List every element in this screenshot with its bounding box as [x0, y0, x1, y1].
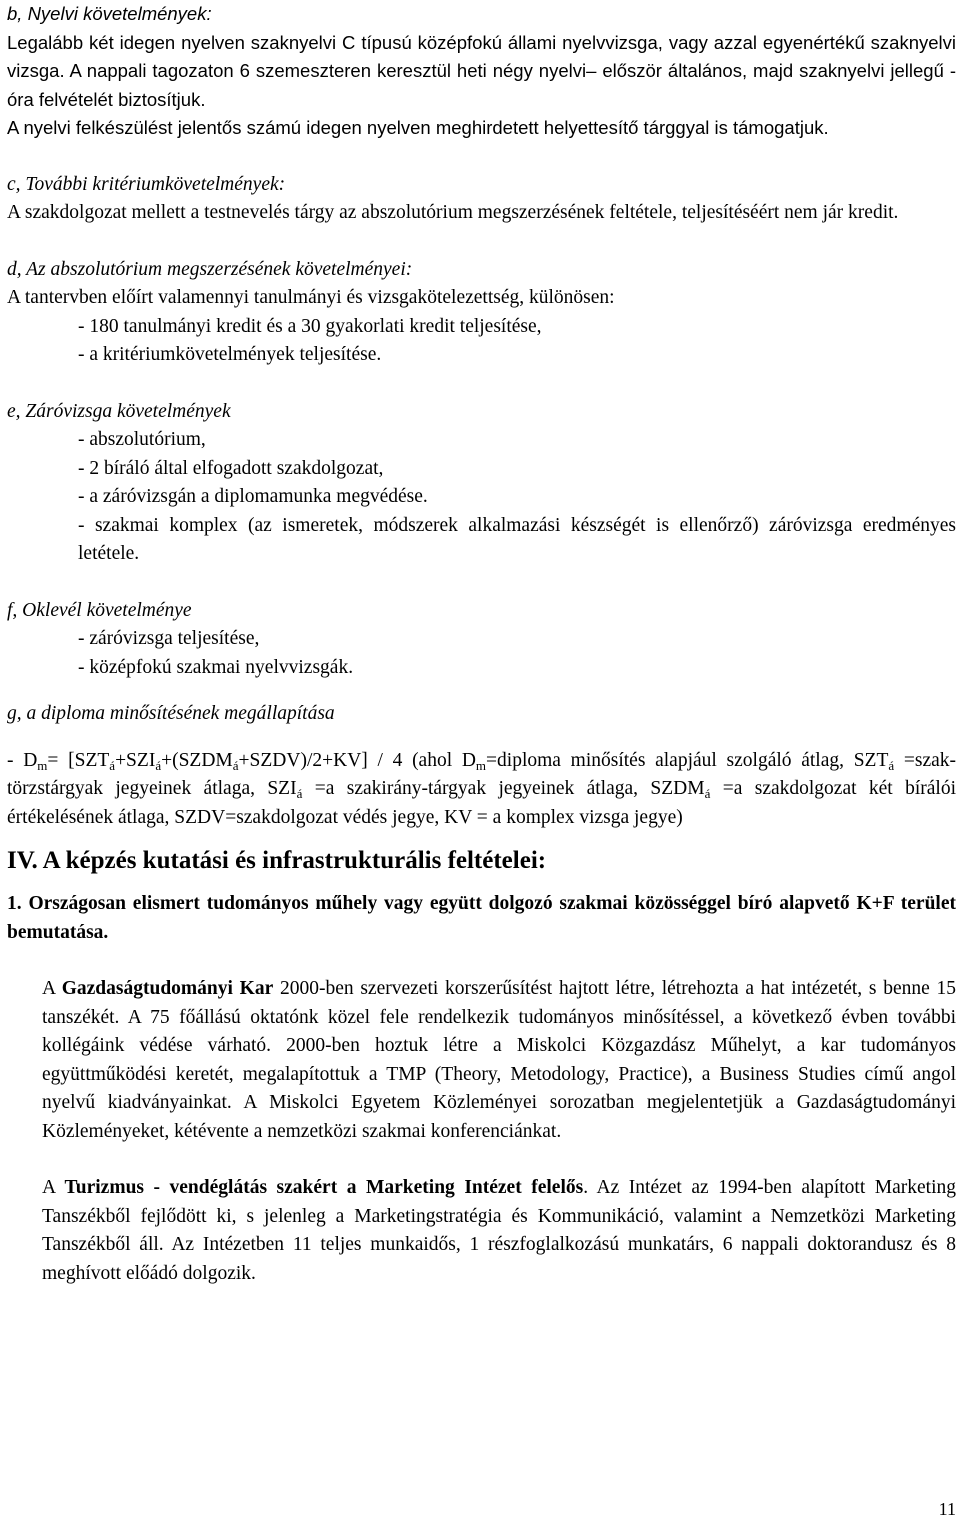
- section-b-text-2: A nyelvi felkészülést jelentős számú idegen nyelven meghirdetett helyettesítő tárggyal is támogatjuk.: [7, 117, 829, 138]
- page-number: 11: [938, 1499, 956, 1519]
- section-e-item-1: - abszolutórium,: [78, 429, 206, 450]
- formula-sub: á: [296, 786, 303, 801]
- formula-part: =a szakdolgozat két bírálói értékelésének átlaga, SZDV=szakdolgozat védés jegye, KV = a komplex vizsga jegye): [7, 778, 956, 828]
- section-d-heading: d, Az abszolutórium megszerzésének követelményei:: [7, 258, 413, 280]
- section-e-heading: e, Záróvizsga követelmények: [7, 400, 231, 422]
- formula-sub: á: [109, 757, 116, 773]
- formula-part: +SZDV)/2+KV] / 4: [238, 749, 413, 771]
- section-iv-heading: IV. A képzés kutatási és infrastrukturális feltételei:: [7, 847, 547, 874]
- section-b-text-1: Legalább két idegen nyelven szaknyelvi C típusú középfokú állami nyelvvizsga, vagy azzal egyenértékű szaknyelvi vizsga. A nappali tagozaton 6 szemeszteren keresztül heti négy nyelvi– először általános, majd szaknyelvi jellegű - óra felvételét biztosítjuk.: [7, 31, 956, 110]
- section-d-intro: A tantervben előírt valamennyi tanulmányi és vizsgakötelezettség, különösen:: [7, 287, 615, 308]
- responsible-institute: Turizmus - vendéglátás szakért a Marketing Intézet felelős: [64, 1177, 584, 1198]
- section-f-heading: f, Oklevél követelménye: [7, 599, 192, 621]
- section-b-heading: b, Nyelvi követelmények:: [7, 3, 212, 24]
- formula-part: - D: [7, 749, 38, 771]
- formula-part: = [SZT: [47, 749, 110, 771]
- section-f-item-2: - középfokú szakmai nyelvvizsgák.: [78, 656, 354, 678]
- formula-sub: m: [475, 757, 487, 773]
- section-d-item-1: - 180 tanulmányi kredit és a 30 gyakorlati kredit teljesítése,: [78, 315, 542, 337]
- section-e-item-2: - 2 bíráló által elfogadott szakdolgozat,: [78, 457, 384, 479]
- grade-formula: [7, 747, 956, 833]
- section-f-item-1: - záróvizsga teljesítése,: [78, 628, 260, 649]
- paragraph-text: A: [42, 1177, 65, 1198]
- formula-part: +SZI: [115, 749, 156, 771]
- section-iv-subheading-1: 1. Országosan elismert tudományos műhely vagy együtt dolgozó szakmai közösséggel bíró alapvető K+F terület bemutatása.: [7, 893, 956, 943]
- section-e-item-4: - szakmai komplex (az ismeretek, módszerek alkalmazási készségét is ellenőrző) záróvizsga eredményes letétele.: [78, 514, 956, 564]
- section-c-text: A szakdolgozat mellett a testnevelés tárgy az abszolutórium megszerzésének feltétele, teljesítéséért nem jár kredit.: [7, 202, 899, 223]
- faculty-name: Gazdaságtudományi Kar: [61, 978, 274, 999]
- formula-sub: á: [155, 757, 162, 773]
- section-iv-paragraph-2: [7, 1174, 956, 1288]
- formula-sub: á: [704, 786, 711, 801]
- section-d-item-2: - a kritériumkövetelmények teljesítése.: [78, 344, 382, 365]
- section-iv-paragraph-1: [7, 975, 956, 1146]
- formula-sub: á: [232, 757, 239, 773]
- paragraph-text: . Az Intézet az 1994-ben alapított Marketing Tanszékből fejlődött ki, s jelenleg a Marketingstratégia és Kommunikáció, valamint a Nemzetközi Marketing Tanszékből áll. Az Intézetben 11 teljes munkaidős, 1 részfoglalkozású munkatárs, 6 nappali doktorandusz és 8 meghívott előádó dolgozik.: [42, 1177, 956, 1284]
- document-page: [7, 0, 956, 1288]
- formula-part: (ahol D: [412, 749, 476, 771]
- formula-sub: á: [888, 757, 895, 773]
- formula-part: +(SZDM: [161, 749, 233, 771]
- section-c-heading: c, További kritériumkövetelmények:: [7, 173, 286, 195]
- formula-part: =a szakirány-tárgyak jegyeinek átlaga, SZDM: [302, 778, 705, 799]
- paragraph-text: A: [42, 978, 62, 999]
- paragraph-text: 2000-ben szervezeti korszerűsítést hajtott létre, létrehozta a hat intézetét, s benne 15 tanszékét. A 75 főállású oktatónk közel fele rendelkezik tudományos minősítéssel, a következő évben további kollégáink védése várható. 2000-ben hoztuk létre a Miskolci Közgazdász Műhelyt, a kar tudományos együttműködési keretét, megalapítottuk a TMP (Theory, Metodology, Practice), a Business Studies című angol nyelvű kiadványainkat. A Miskolci Egyetem Közleményei sorozatban megjelentetjük a Gazdaságtudományi Közleményeket, kétévente a nemzetközi szakmai konferenciánkat.: [42, 978, 956, 1142]
- section-e-item-3: - a záróvizsgán a diplomamunka megvédése.: [78, 486, 428, 507]
- formula-part: =szak-törzstárgyak jegyeinek átlaga, SZI: [7, 749, 956, 799]
- formula-sub: m: [37, 757, 48, 773]
- section-g-heading: g, a diploma minősítésének megállapítása: [7, 703, 335, 724]
- formula-part: =diploma minősítés alapjául szolgáló átlag, SZT: [486, 749, 889, 771]
